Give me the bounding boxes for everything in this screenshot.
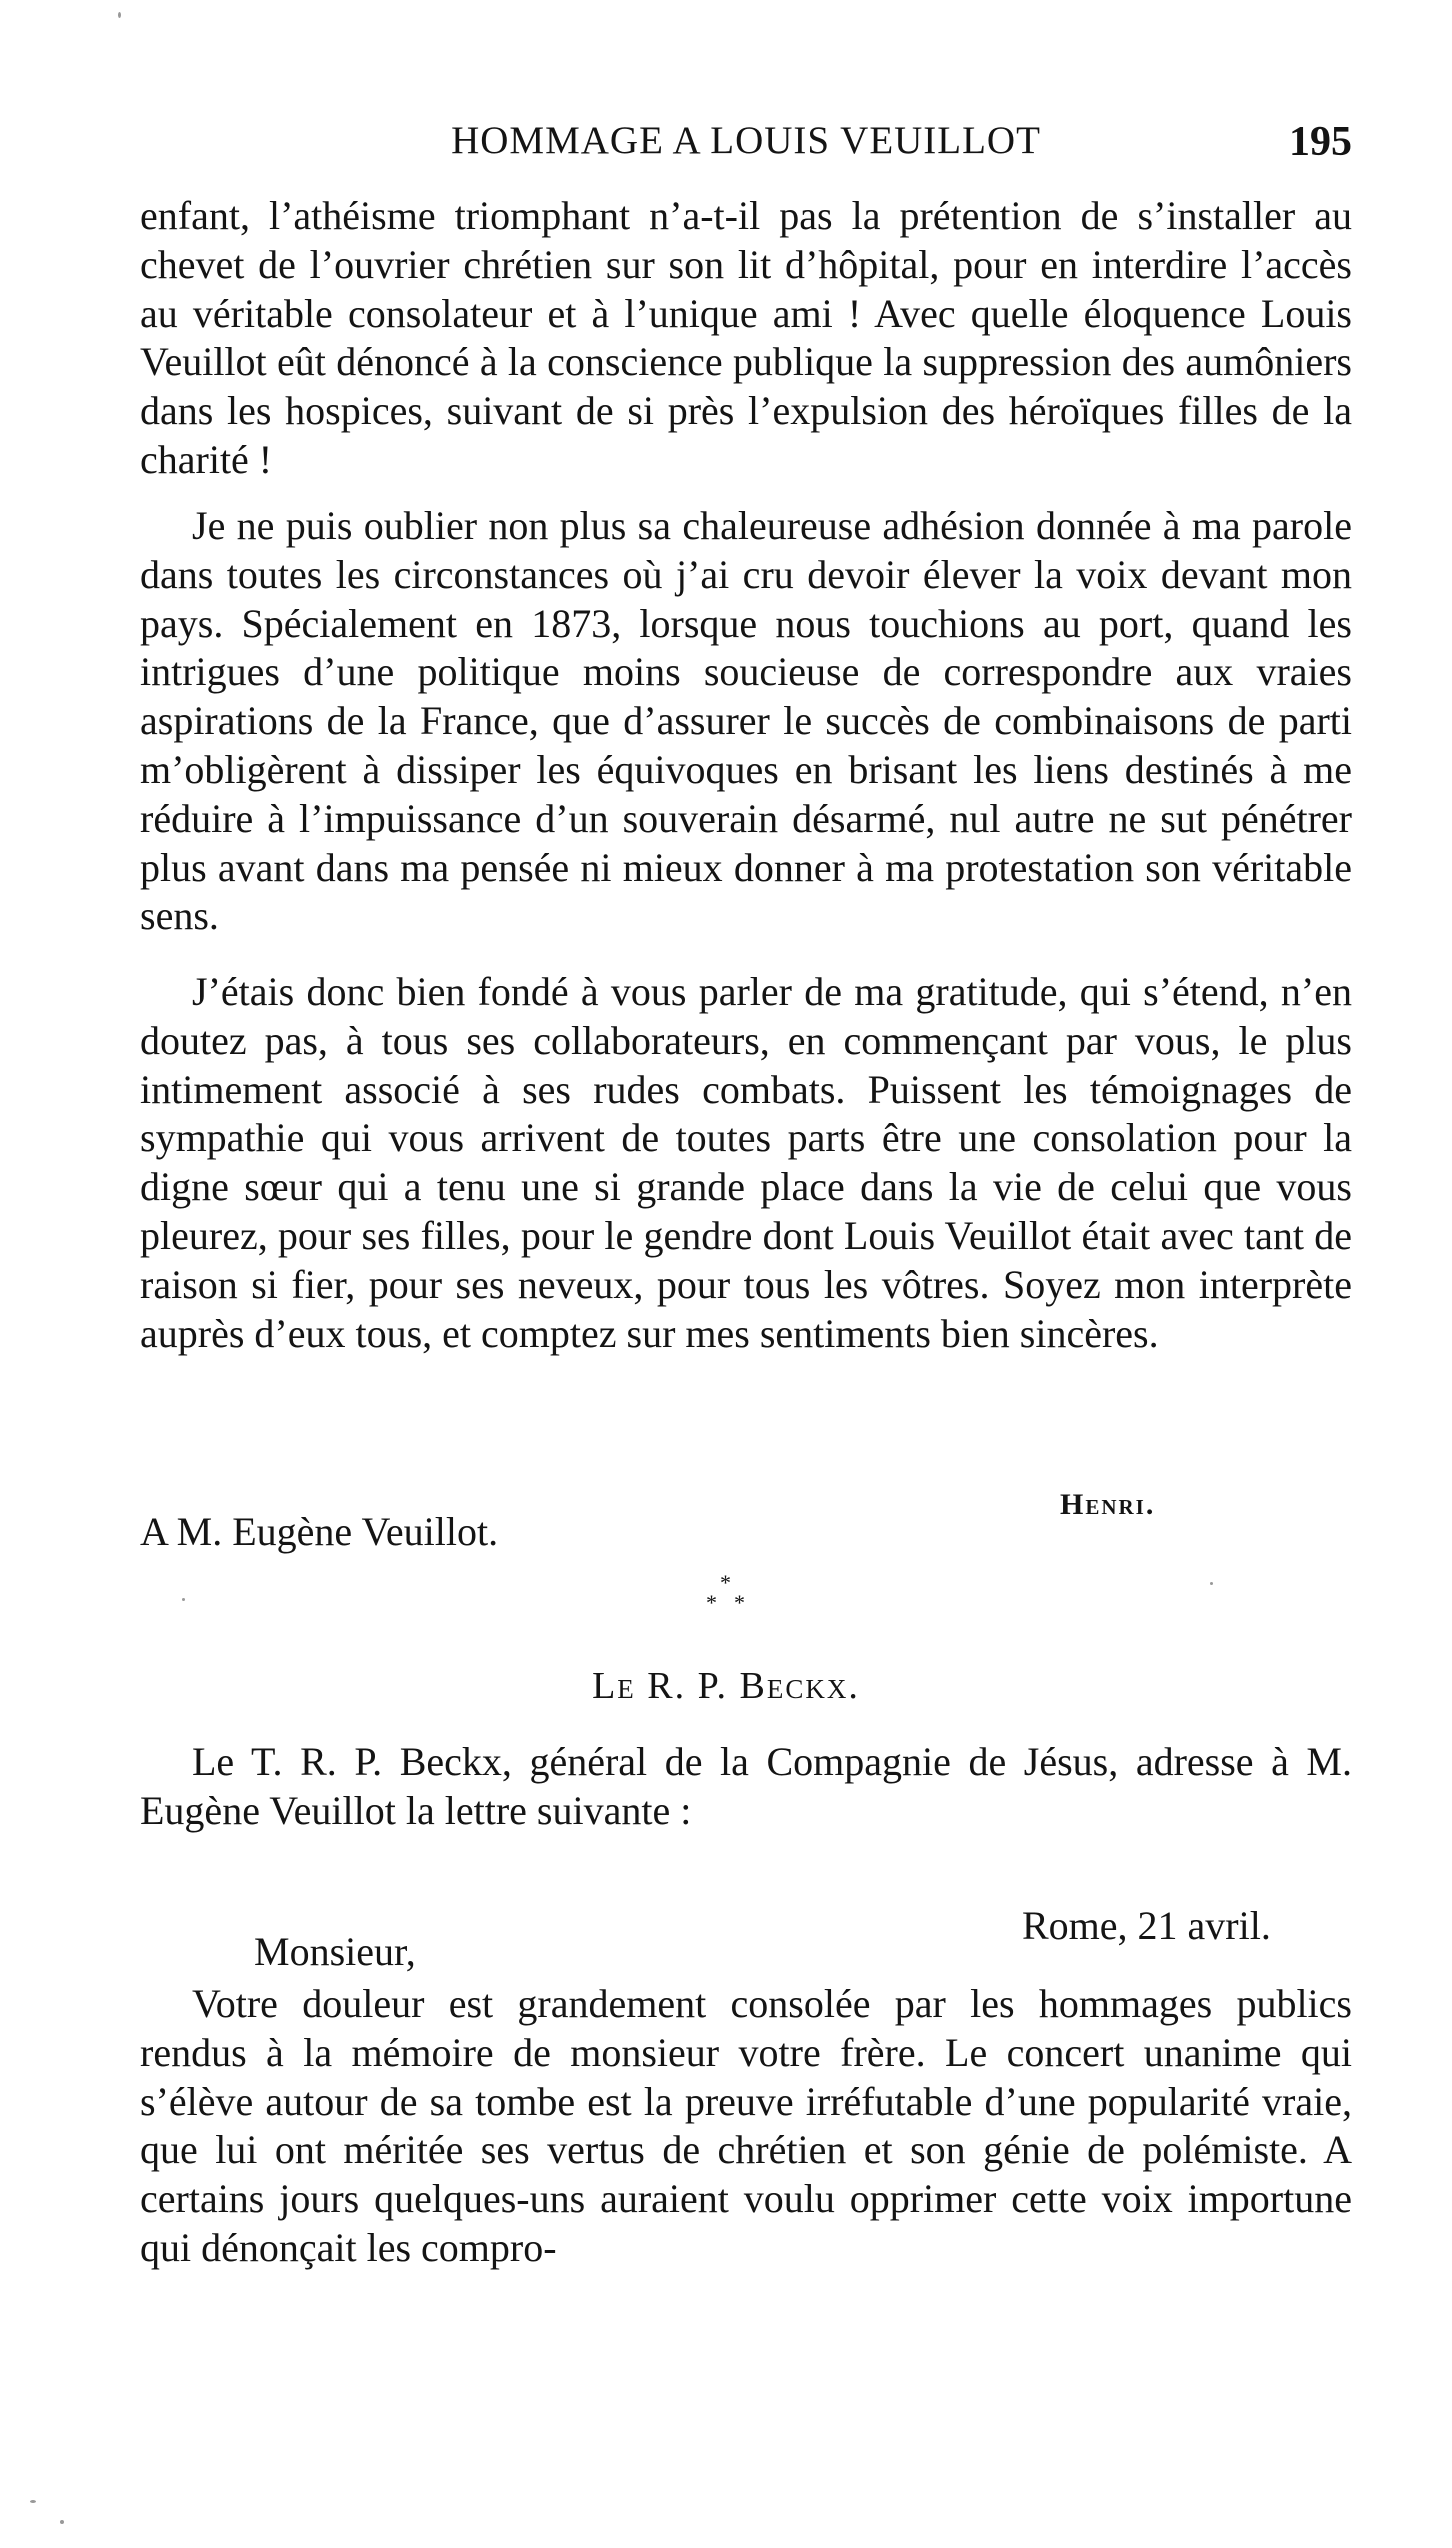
- asterism-star: *: [706, 1590, 717, 1615]
- asterism-star: *: [734, 1590, 745, 1615]
- paragraph-text: J’étais donc bien fondé à vous parler de ma gratitude, qui s’étend, n’en doutez pas, à tous ses collaborateurs, en commençant par vous, le plus intimement associé à ses rudes combats. Puissent les témoignages de sympathie qui vous arrivent de toutes parts être une consolation pour la digne sœur qui a tenu une si grande place dans la vie de celui que vous pleurez, pour ses filles, pour le gendre dont Louis Veuillot était avec tant de raison si fier, pour ses neveux, pour tous les vôtres. Soyez mon interprète auprès d’eux tous, et comptez sur mes sentiments bien sincères.: [140, 969, 1352, 1356]
- dateline: Rome, 21 avril.: [1022, 1903, 1271, 1948]
- scan-speck: [1210, 1582, 1213, 1585]
- salutation: Monsieur,: [254, 1929, 416, 1974]
- beckx-letter: [140, 1980, 1352, 2273]
- paragraph-2: [140, 502, 1352, 941]
- intro-text: Le T. R. P. Beckx, général de la Compagnie de Jésus, adresse à M. Eugène Veuillot la lettre suivante :: [140, 1739, 1352, 1833]
- letter-text: Votre douleur est grandement consolée par les hommages publics rendus à la mémoire de monsieur votre frère. Le concert unanime qui s’élève autour de sa tombe est la preuve irréfutable d’une popularité vraie, que lui ont méritée ses vertus de chrétien et son génie de polémiste. A certains jours quelques-uns auraient voulu opprimer cette voix importune qui dénonçait les compro-: [140, 1981, 1352, 2270]
- section-intro: [140, 1738, 1352, 1836]
- page-number: 195: [1289, 119, 1352, 165]
- scan-speck: [182, 1598, 185, 1601]
- addressee: A M. Eugène Veuillot.: [140, 1509, 499, 1554]
- paragraph-3: [140, 968, 1352, 1358]
- scan-speck: [60, 2520, 64, 2524]
- asterism-divider: [690, 1570, 770, 1630]
- asterism-star: *: [720, 1570, 731, 1595]
- scan-speck: [30, 2500, 36, 2503]
- running-title: HOMMAGE A LOUIS VEUILLOT: [451, 119, 1041, 162]
- paragraph-1: [140, 192, 1352, 485]
- scan-speck: [118, 12, 121, 18]
- signature-henri: Henri.: [1060, 1488, 1156, 1521]
- page-header: [140, 118, 1352, 178]
- section-heading: Le R. P. Beckx.: [592, 1665, 860, 1707]
- paragraph-text: enfant, l’athéisme triomphant n’a-t-il pas la prétention de s’installer au chevet de l’ouvrier chrétien sur son lit d’hôpital, pour en interdire l’accès au véritable consolateur et à l’unique ami ! Avec quelle éloquence Louis Veuillot eût dénoncé à la conscience publique la suppression des aumôniers dans les hospices, suivant de si près l’expulsion des héroïques filles de la charité !: [140, 193, 1352, 482]
- paragraph-text: Je ne puis oublier non plus sa chaleureuse adhésion donnée à ma parole dans toutes les circonstances où j’ai cru devoir élever la voix devant mon pays. Spécialement en 1873, lorsque nous touchions au port, quand les intrigues d’une politique moins soucieuse de correspondre aux vraies aspirations de la France, que d’assurer le succès de combinaisons de parti m’obligèrent à dissiper les équivoques en brisant les liens destinés à me réduire à l’impuissance d’un souverain désarmé, nul autre ne sut pénétrer plus avant dans ma pensée ni mieux donner à ma protestation son véritable sens.: [140, 503, 1352, 939]
